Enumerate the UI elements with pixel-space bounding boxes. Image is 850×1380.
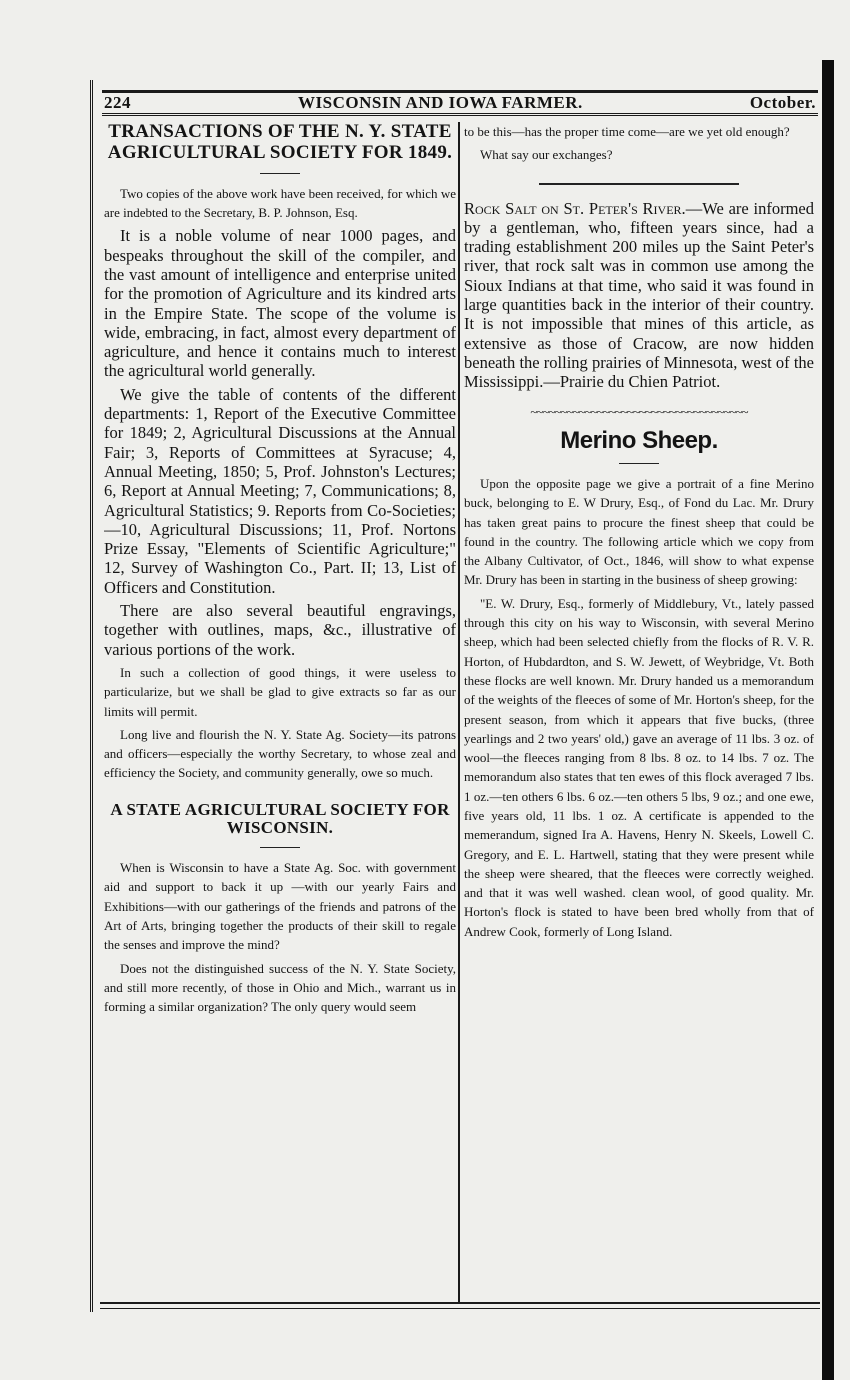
paragraph: Does not the distinguished success of the N. Y. State Society, and still more recently, of those in Ohio and Mich., warrant us in forming a similar organization? The only query would seem <box>104 960 456 1015</box>
article-title: TRANSACTIONS OF THE N. Y. STATE AGRICULTURAL SOCIETY FOR 1849. <box>107 122 453 163</box>
paragraph: When is Wisconsin to have a State Ag. Soc. with government aid and support to back it up —with our yearly Fairs and Exhibitions—with our gatherings of the friends and patrons of the Art of Arts, bringing together the products of their skill to regale the senses and improve the mind? <box>104 860 456 953</box>
article-state-society <box>104 801 456 1017</box>
title-rule <box>619 463 659 464</box>
bottom-rule <box>100 1302 820 1309</box>
paragraph: It is a noble volume of near 1000 pages, and bespeaks throughout the skill of the compiler, and the vast amount of intelligence and enterprise united for the promotion of Agriculture and its kindred arts in the Empire State. The scope of the volume is wide, embracing, in fact, almost every department of agriculture, and hence it contains much to interest the agricultural world generally. <box>104 226 456 381</box>
left-column <box>104 122 460 1302</box>
article-title: A STATE AGRICULTURAL SOCIETY FOR WISCONSIN. <box>110 799 450 838</box>
rock-salt-body: —We are informed by a gentleman, who, fifteen years since, had a trading establishment 200 miles up the Saint Peter's river, that rock salt was in common use among the Sioux Indians at that time, who said it was found in large quantities back in the interior of their country. It is not impossible that mines of this article, as extensive as those of Cracow, are now hidden beneath the rolling prairies of Minnesota, west of the Mississippi.—Prairie du Chien Patriot. <box>464 198 814 392</box>
paragraph: We give the table of contents of the different departments: 1, Report of the Executive Committee for 1849; 2, Agricultural Discussions at the Annual Fair; 3, Reports of Committees at Syracuse; 4, Annual Meeting, 1850; 5, Prof. Johnston's Lectures; 6, Report at Annual Meeting; 7, Communications; 8, Agricultural Statistics; 9. Reports from Co-Societies;—10, Agricultural Discussions; 11, Prof. Nortons Prize Essay, "Elements of Scientific Agriculture;" 12, Survey of Washington Co., Part. II; 13, List of Officers and Constitution. <box>104 384 456 597</box>
title-rule <box>260 173 300 174</box>
continuation-paragraph: to be this—has the proper time come—are we yet old enough? <box>464 124 790 139</box>
rock-salt-article <box>464 199 814 392</box>
rock-salt-heading: Rock Salt on St. Peter's River. <box>464 198 686 218</box>
article-transactions <box>104 122 456 783</box>
paragraph: Upon the opposite page we give a portrait of a fine Merino buck, belonging to E. W Drury, Esq., of Fond du Lac. Mr. Drury has taken great pains to procure the finest sheep that could be found in the country. The following article which we copy from the Albany Cultivator, of Oct., 1846, will show to what expense Mr. Drury has been in starting in the business of sheep growing: <box>464 475 814 588</box>
page-number: 224 <box>104 93 131 112</box>
paragraph: There are also several beautiful engravings, together with outlines, maps, &c., illustrative of various portions of the work. <box>104 601 456 659</box>
merino-title: Merino Sheep. <box>560 426 718 454</box>
running-header <box>102 90 818 116</box>
section-rule <box>539 183 739 185</box>
journal-title: WISCONSIN AND IOWA FARMER. <box>298 93 583 112</box>
paragraph: Two copies of the above work have been received, for which we are indebted to the Secretary, B. P. Johnson, Esq. <box>104 185 456 221</box>
issue-month: October. <box>749 93 816 112</box>
continuation-paragraph: What say our exchanges? <box>480 147 613 163</box>
wavy-ornament: ~~~~~~~~~~~~~~~~~~~~~~~~~~~~~~~~~~~~ <box>530 403 748 419</box>
book-spine <box>822 60 834 1380</box>
paragraph: Long live and flourish the N. Y. State Ag. Society—its patrons and officers—especially the worthy Secretary, to whose zeal and efficiency the Society, and community generally, owe so much. <box>104 726 456 781</box>
paragraph: "E. W. Drury, Esq., formerly of Middlebury, Vt., lately passed through this city on his way to Wisconsin, with several Merino sheep, which had been selected chiefly from the flocks of R. V. R. Horton, of Hubdardton, and S. W. Jewett, of Weybridge, Vt. Both these flocks are well known. Mr. Drury handed us a memorandum of the weights of the fleeces of some of Mr. Horton's sheep, for the present season, from which it appears that five bucks, (three yearlings and 2 two years' old,) gave an average of 11 lbs. 3 oz. of wool—the fleeces ranging from 8 lbs. 8 oz. to 14 lbs. 7 oz. The memorandum also states that ten ewes of this flock averaged 7 lbs. 1 oz.—ten others 6 lbs. 6 oz.—ten others 5 lbs, 9 oz.; and one ewe, five years old, 11 lbs. 1 oz. A certificate is appended to the memerandum, signed Ira A. Havens, Henry N. Skeels, Lowell C. Gregory, and E. L. Hartwell, stating that they were present while the sheep were sheared, that the fleeces were correctly weighed. and that it was well washed. clean wool, of good quality. Mr. Horton's flock is stated to have been bred wholly from that of Andrew Cook, formerly of Long Island. <box>464 595 814 939</box>
title-rule <box>260 847 300 848</box>
paragraph: In such a collection of good things, it were useless to particularize, but we shall be glad to give extracts so far as our limits will permit. <box>104 664 456 719</box>
right-column <box>464 122 814 1302</box>
